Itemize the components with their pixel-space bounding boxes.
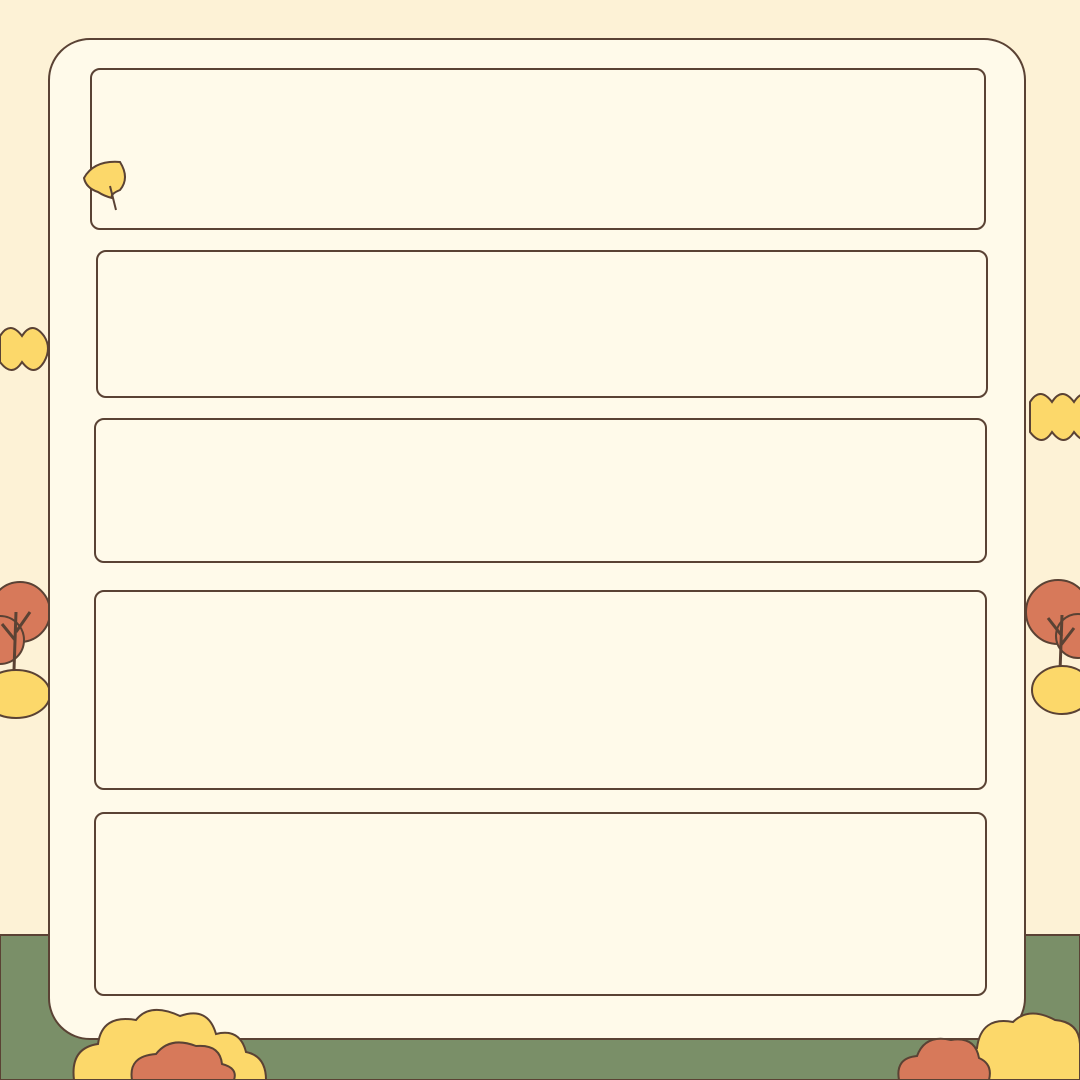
bush-bottom-left [70,1000,300,1080]
program-box-4 [94,590,987,790]
ginkgo-leaf-icon [80,158,136,214]
program-box-5 [94,812,987,996]
program-box-1 [90,68,986,230]
cloud-right [1030,394,1080,440]
program-box-2 [96,250,988,398]
cloud-left [0,328,48,370]
program-box-3 [94,418,987,563]
bush-bottom-right [895,1000,1080,1080]
